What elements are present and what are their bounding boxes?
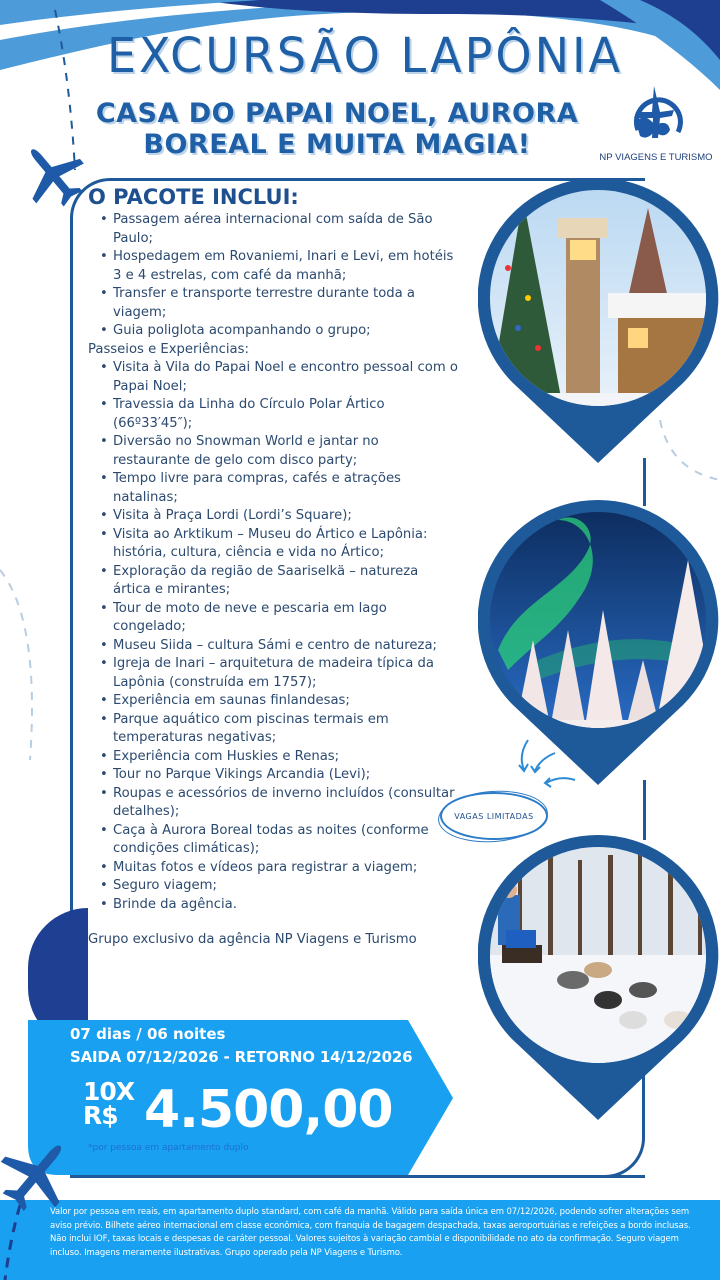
list-item: • Passagem aérea internacional com saída de São Paulo; [88, 211, 458, 248]
list-item: • Hospedagem em Rovaniemi, Inari e Levi, em hotéis 3 e 4 estrelas, com café da manhã; [88, 248, 458, 285]
list-item: • Museu Siida – cultura Sámi e centro de natureza; [88, 637, 458, 656]
price-banner [28, 1020, 453, 1175]
list-item: • Seguro viagem; [88, 877, 458, 896]
husky-sled-photo [478, 835, 720, 1125]
list-item: • Muitas fotos e vídeos para registrar a viagem; [88, 859, 458, 878]
list-item: • Parque aquático com piscinas termais em temperaturas negativas; [88, 711, 458, 748]
tours-heading: Passeios e Experiências: [88, 341, 249, 357]
currency-symbol: R$ [83, 1101, 118, 1130]
price-note: *por pessoa em apartamento duplo [88, 1143, 249, 1153]
list-item: • Visita à Praça Lordi (Lordi’s Square); [88, 507, 458, 526]
agency-name: NP VIAGENS E TURISMO [599, 152, 713, 163]
package-title: O PACOTE INCLUI: [88, 185, 299, 209]
airplane-icon [18, 140, 88, 210]
agency-logo [596, 82, 716, 167]
trip-duration: 07 dias / 06 noites [70, 1025, 226, 1043]
package-content [88, 185, 458, 950]
list-item: • Tour de moto de neve e pescaria em lago congelado; [88, 600, 458, 637]
list-item: • Transfer e transporte terrestre durante toda a viagem; [88, 285, 458, 322]
list-item: • Brinde da agência. [88, 896, 458, 915]
dashed-arc-decoration [0, 560, 60, 780]
price-value: 4.500,00 [144, 1080, 393, 1140]
group-note: Grupo exclusivo da agência NP Viagens e Turismo [88, 932, 417, 947]
list-item: • Experiência com Huskies e Renas; [88, 748, 458, 767]
list-item: • Tempo livre para compras, cafés e atrações natalinas; [88, 470, 458, 507]
list-item: • Guia poliglota acompanhando o grupo; [88, 322, 458, 341]
list-item: • Exploração da região de Saariselkä – natureza ártica e mirantes; [88, 563, 458, 600]
price-installments [83, 1077, 135, 1130]
list-item: • Caça à Aurora Boreal todas as noites (conforme condições climáticas); [88, 822, 458, 859]
list-item: • Travessia da Linha do Círculo Polar Ártico (66º33′45″); [88, 396, 458, 433]
disclaimer-text: Valor por pessoa em reais, em apartamento duplo standard, com café da manhã. Válido para saída única em 07/12/2026, podendo sofrer alterações sem aviso prévio. Bilhete aéreo internacional em classe econômica, com franquia de bagagem despachada, taxas aeroportuárias e refeições a bordo inclusas. Não inclui IOF, taxas locais e despesas de caráter pessoal. Valores sujeitos à variação cambial e disponibilidade no ato da confirmação. Seguro viagem incluso. Imagens meramente ilustrativas. Grupo operado pela NP Viagens e Turismo. [50, 1207, 691, 1258]
santa-village-photo [478, 178, 720, 468]
list-item: • Igreja de Inari – arquitetura de madeira típica da Lapônia (construída em 1757); [88, 655, 458, 692]
list-item: • Roupas e acessórios de inverno incluídos (consultar detalhes); [88, 785, 458, 822]
limited-spots-badge: VAGAS LIMITADAS [440, 792, 548, 840]
list-item: • Diversão no Snowman World e jantar no restaurante de gelo com disco party; [88, 433, 458, 470]
disclaimer-footer [0, 1200, 720, 1280]
list-item: • Experiência em saunas finlandesas; [88, 692, 458, 711]
tours-list [88, 359, 458, 914]
trip-dates: SAIDA 07/12/2026 - RETORNO 14/12/2026 [70, 1048, 413, 1066]
page-title: EXCURSÃO LAPÔNIA [106, 26, 624, 84]
page-subtitle [72, 98, 602, 160]
list-item: • Visita ao Arktikum – Museu do Ártico e Lapônia: história, cultura, ciência e vida no Ártico; [88, 526, 458, 563]
plane-globe-icon [618, 82, 688, 152]
installments-count: 10X [83, 1077, 135, 1106]
arrow-icons [510, 735, 590, 795]
list-item: • Tour no Parque Vikings Arcandia (Levi); [88, 766, 458, 785]
list-item: • Visita à Vila do Papai Noel e encontro pessoal com o Papai Noel; [88, 359, 458, 396]
included-list [88, 211, 458, 341]
airplane-icon [0, 1135, 76, 1215]
subtitle-line-2: BOREAL E MUITA MAGIA! [143, 129, 531, 160]
subtitle-line-1: CASA DO PAPAI NOEL, AURORA [95, 98, 579, 129]
